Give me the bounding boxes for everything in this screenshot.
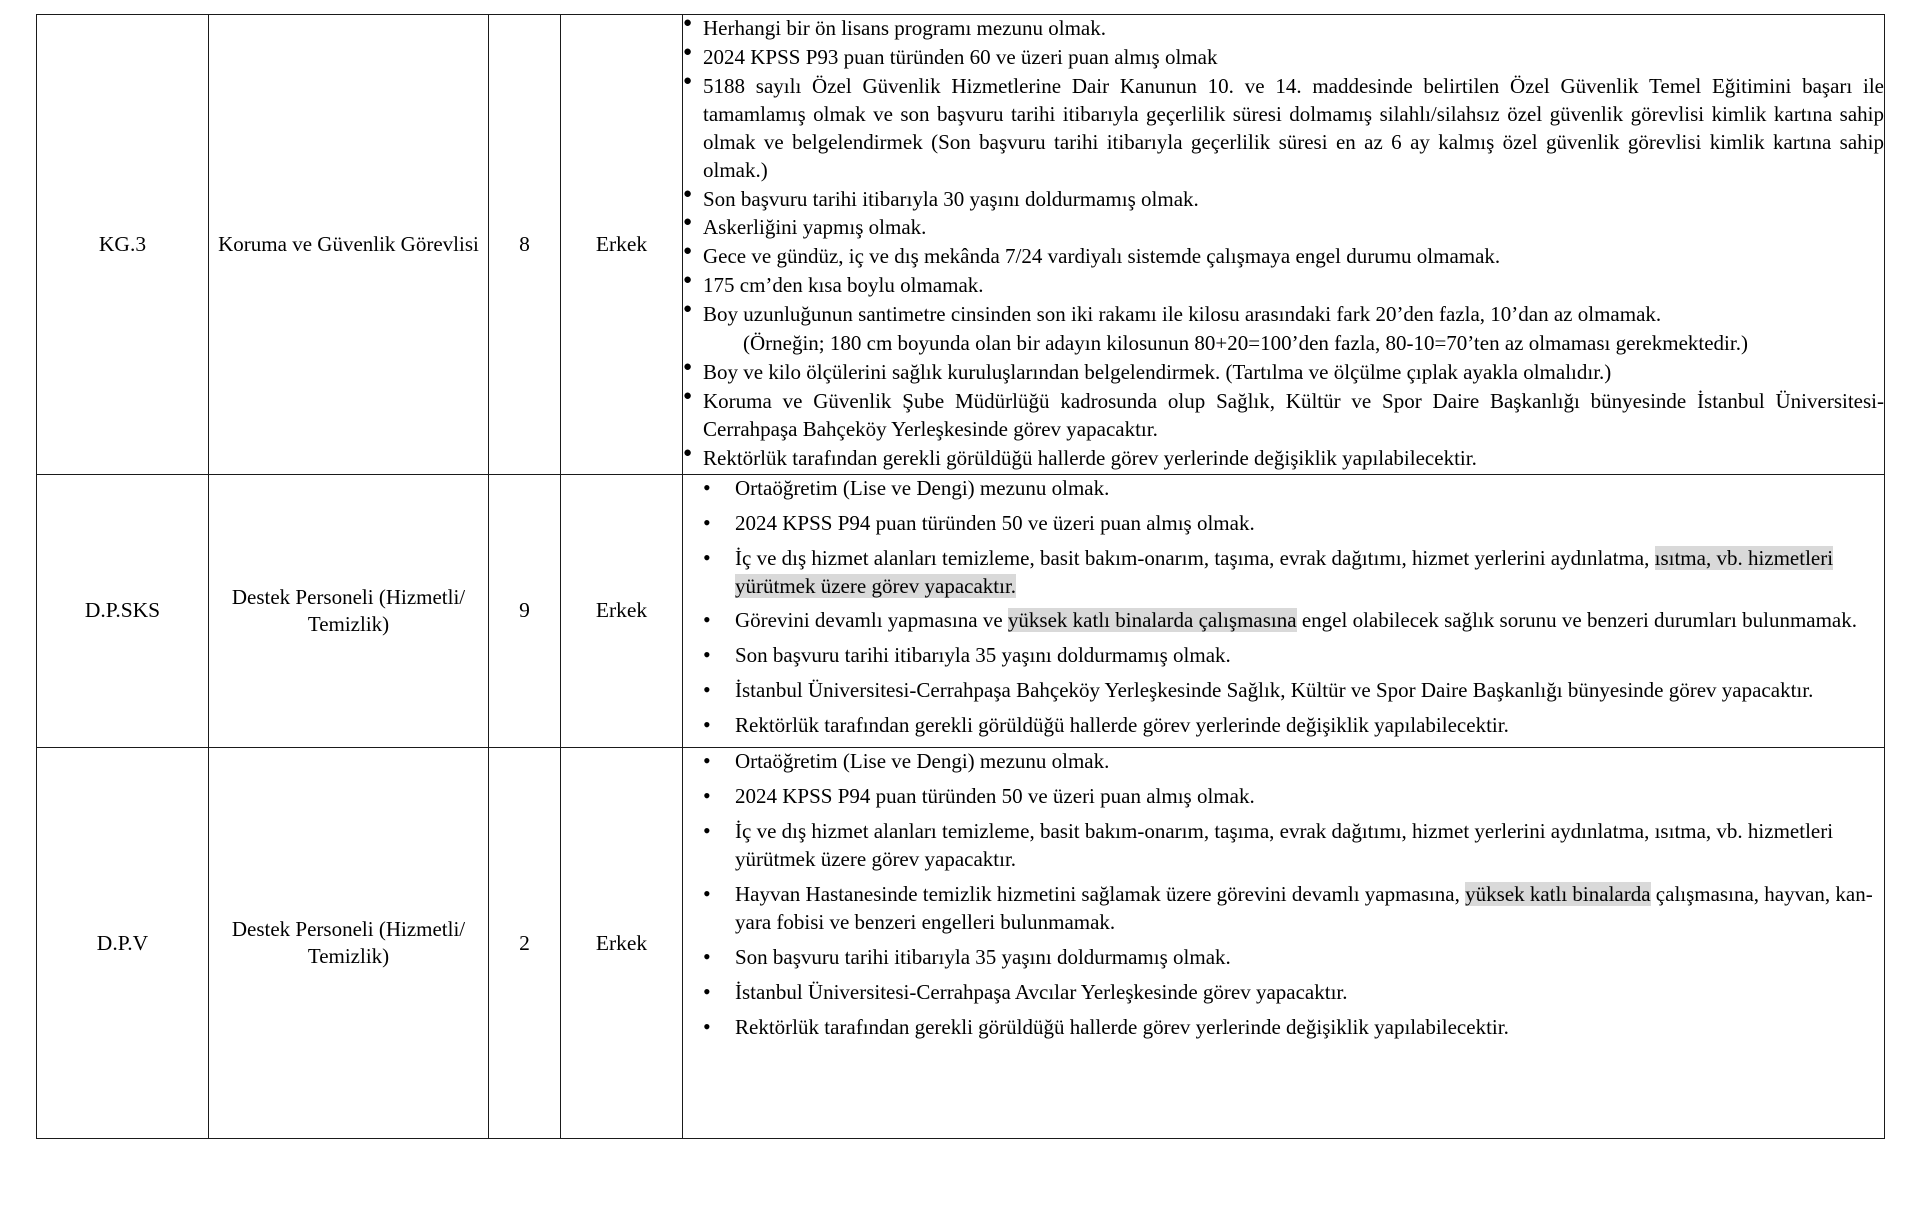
requirement-item: ● Koruma ve Güvenlik Şube Müdürlüğü kadrosunda olup Sağlık, Kültür ve Spor Daire Başkanlığı bünyesinde İstanbul Üniversitesi-Cerrahpaşa Bahçeköy Yerleşkesinde görev yapacaktır. bbox=[683, 388, 1884, 444]
requirement-item: • İstanbul Üniversitesi-Cerrahpaşa Bahçeköy Yerleşkesinde Sağlık, Kültür ve Spor Daire Başkanlığı bünyesinde görev yapacaktır. bbox=[683, 677, 1884, 705]
requirement-item: • Hayvan Hastanesinde temizlik hizmetini sağlamak üzere görevini devamlı yapmasına, yüksek katlı binalarda çalışmasına, hayvan, kan-yara fobisi ve benzeri engelleri bulunmamak. bbox=[683, 881, 1884, 937]
position-count: 8 bbox=[489, 15, 561, 475]
requirement-subnote bbox=[683, 330, 1884, 358]
requirement-item: ● Boy uzunluğunun santimetre cinsinden son iki rakamı ile kilosu arasındaki fark 20’den fazla, 10’dan az olmamak. bbox=[683, 301, 1884, 329]
requirement-item: • Son başvuru tarihi itibarıyla 35 yaşını doldurmamış olmak. bbox=[683, 642, 1884, 670]
requirement-item: ● 5188 sayılı Özel Güvenlik Hizmetlerine Dair Kanunun 10. ve 14. maddesinde belirtilen Özel Güvenlik Temel Eğitimini başarı ile tamamlamış olmak ve son başvuru tarihi itibarıyla geçerlilik süresi dolmamış silahlı/silahsız özel güvenlik görevlisi kimlik kartına sahip olmak ve belgelendirmek (Son başvuru tarihi itibarıyla geçerlilik süresi en az 6 ay kalmış özel güvenlik görevlisi kimlik kartına sahip olmak.) bbox=[683, 73, 1884, 185]
requirement-item: • Görevini devamlı yapmasına ve yüksek katlı binalarda çalışmasına engel olabilecek sağlık sorunu ve benzeri durumları bulunmamak. bbox=[683, 607, 1884, 635]
position-title: Destek Personeli (Hizmetli/ Temizlik) bbox=[209, 474, 489, 747]
requirement-item: ● Boy ve kilo ölçülerini sağlık kuruluşlarından belgelendirmek. (Tartılma ve ölçülme çıplak ayakla olmalıdır.) bbox=[683, 359, 1884, 387]
requirements-list bbox=[683, 475, 1884, 740]
job-positions-table bbox=[36, 14, 1885, 1139]
requirement-item: ● Son başvuru tarihi itibarıyla 30 yaşını doldurmamış olmak. bbox=[683, 186, 1884, 214]
requirement-item: • 2024 KPSS P94 puan türünden 50 ve üzeri puan almış olmak. bbox=[683, 510, 1884, 538]
requirement-item: • Rektörlük tarafından gerekli görüldüğü hallerde görev yerlerinde değişiklik yapılabilecektir. bbox=[683, 1014, 1884, 1042]
position-code: D.P.V bbox=[37, 748, 209, 1139]
position-gender: Erkek bbox=[561, 748, 683, 1139]
requirement-item: ● Askerliğini yapmış olmak. bbox=[683, 214, 1884, 242]
requirement-item: • Ortaöğretim (Lise ve Dengi) mezunu olmak. bbox=[683, 475, 1884, 503]
position-requirements bbox=[683, 474, 1885, 747]
requirement-item: ● 175 cm’den kısa boylu olmamak. bbox=[683, 272, 1884, 300]
requirement-subnote-text: (Örneğin; 180 cm boyunda olan bir adayın kilosunun 80+20=100’den fazla, 80-10=70’ten az olmaması gerekmektedir.) bbox=[743, 331, 1748, 356]
requirement-item: • İstanbul Üniversitesi-Cerrahpaşa Avcılar Yerleşkesinde görev yapacaktır. bbox=[683, 979, 1884, 1007]
requirement-item: ● Herhangi bir ön lisans programı mezunu olmak. bbox=[683, 15, 1884, 43]
position-code: D.P.SKS bbox=[37, 474, 209, 747]
position-title: Koruma ve Güvenlik Görevlisi bbox=[209, 15, 489, 475]
position-code: KG.3 bbox=[37, 15, 209, 475]
requirements-list bbox=[683, 15, 1884, 473]
requirement-item: • İç ve dış hizmet alanları temizleme, basit bakım-onarım, taşıma, evrak dağıtımı, hizmet yerlerini aydınlatma, ısıtma, vb. hizmetleri yürütmek üzere görev yapacaktır. bbox=[683, 545, 1884, 601]
position-requirements bbox=[683, 15, 1885, 475]
requirement-item: • Son başvuru tarihi itibarıyla 35 yaşını doldurmamış olmak. bbox=[683, 944, 1884, 972]
requirement-item: • Rektörlük tarafından gerekli görüldüğü hallerde görev yerlerinde değişiklik yapılabilecektir. bbox=[683, 712, 1884, 740]
requirement-item: • Ortaöğretim (Lise ve Dengi) mezunu olmak. bbox=[683, 748, 1884, 776]
table-row bbox=[37, 15, 1885, 475]
requirement-item: ● 2024 KPSS P93 puan türünden 60 ve üzeri puan almış olmak bbox=[683, 44, 1884, 72]
position-requirements bbox=[683, 748, 1885, 1139]
position-count: 2 bbox=[489, 748, 561, 1139]
table-row bbox=[37, 748, 1885, 1139]
requirements-list bbox=[683, 748, 1884, 1041]
position-title: Destek Personeli (Hizmetli/ Temizlik) bbox=[209, 748, 489, 1139]
position-gender: Erkek bbox=[561, 474, 683, 747]
table-row bbox=[37, 474, 1885, 747]
requirement-item: • 2024 KPSS P94 puan türünden 50 ve üzeri puan almış olmak. bbox=[683, 783, 1884, 811]
requirement-item: ● Rektörlük tarafından gerekli görüldüğü hallerde görev yerlerinde değişiklik yapılabilecektir. bbox=[683, 445, 1884, 473]
position-gender: Erkek bbox=[561, 15, 683, 475]
requirement-item: ● Gece ve gündüz, iç ve dış mekânda 7/24 vardiyalı sistemde çalışmaya engel durumu olmamak. bbox=[683, 243, 1884, 271]
position-count: 9 bbox=[489, 474, 561, 747]
requirement-item: • İç ve dış hizmet alanları temizleme, basit bakım-onarım, taşıma, evrak dağıtımı, hizmet yerlerini aydınlatma, ısıtma, vb. hizmetleri yürütmek üzere görev yapacaktır. bbox=[683, 818, 1884, 874]
